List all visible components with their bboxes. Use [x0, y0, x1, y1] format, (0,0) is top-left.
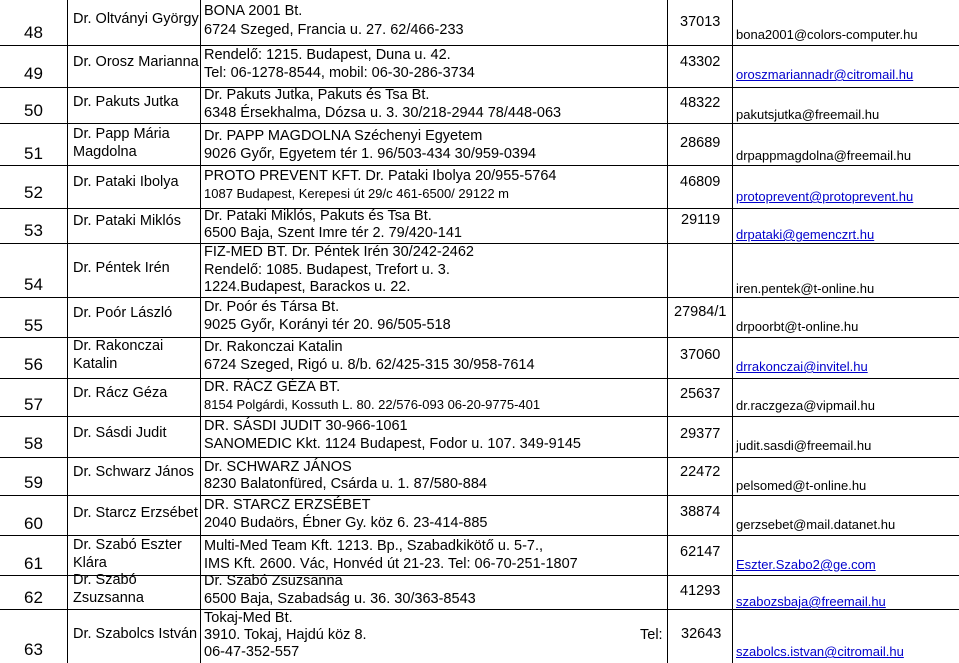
person-name: Dr. Szabó Eszter [73, 537, 182, 553]
zip-code: 48322 [680, 95, 721, 111]
company-line: 6500 Baja, Szabadság u. 36. 30/363-8543 [204, 591, 476, 607]
email: drpappmagdolna@freemail.hu [736, 148, 912, 163]
email-link[interactable]: Eszter.Szabo2@ge.com [736, 557, 876, 572]
row-divider [0, 535, 959, 536]
email-link[interactable]: drpataki@gemenczrt.hu [736, 227, 875, 242]
email: dr.raczgeza@vipmail.hu [736, 398, 875, 413]
company-line: 1224.Budapest, Barackos u. 22. [204, 279, 411, 295]
zip-code: 46809 [680, 174, 721, 190]
zip-code: 25637 [680, 386, 721, 402]
row-number: 49 [24, 64, 43, 83]
company-line: FIZ-MED BT. Dr. Péntek Irén 30/242-2462 [204, 244, 474, 260]
zip-code: 41293 [680, 583, 721, 599]
row-number: 56 [24, 355, 43, 374]
row-number: 54 [24, 275, 43, 294]
zip-code: 62147 [680, 544, 721, 560]
person-name: Klára [73, 555, 107, 571]
company-line: 9025 Győr, Korányi tér 20. 96/505-518 [204, 317, 451, 333]
company-line: 1087 Budapest, Kerepesi út 29/c 461-6500/ 29122 m [204, 186, 509, 201]
zip-code: 29377 [680, 426, 721, 442]
company-line: Dr. Pataki Miklós, Pakuts és Tsa Bt. [204, 208, 432, 224]
email: judit.sasdi@freemail.hu [736, 438, 872, 453]
company-line: Dr. Rakonczai Katalin [204, 339, 343, 355]
person-name: Dr. Orosz Marianna [73, 54, 199, 70]
company-line: Rendelő: 1085. Budapest, Trefort u. 3. [204, 262, 450, 278]
row-number: 61 [24, 554, 43, 573]
company-line: SANOMEDIC Kkt. 1124 Budapest, Fodor u. 107. 349-9145 [204, 436, 581, 452]
company-line: 6724 Szeged, Francia u. 27. 62/466-233 [204, 22, 464, 38]
row-number: 53 [24, 221, 43, 240]
person-name: Dr. Szabó [73, 572, 137, 588]
company-line: Dr. SCHWARZ JÁNOS [204, 459, 352, 475]
company-line: Dr. Pakuts Jutka, Pakuts és Tsa Bt. [204, 87, 430, 103]
company-line: PROTO PREVENT KFT. Dr. Pataki Ibolya 20/955-5764 [204, 168, 557, 184]
company-line: DR. RÁCZ GÉZA BT. [204, 379, 341, 395]
zip-code: 38874 [680, 504, 721, 520]
company-line: Dr. PAPP MAGDOLNA Széchenyi Egyetem [204, 128, 483, 144]
person-name: Dr. Sásdi Judit [73, 425, 167, 441]
row-divider [0, 243, 959, 244]
company-line: 8154 Polgárdi, Kossuth L. 80. 22/576-093 06-20-9775-401 [204, 397, 541, 412]
person-name: Katalin [73, 356, 118, 372]
row-number: 63 [24, 640, 43, 659]
row-divider [0, 297, 959, 298]
company-line: Rendelő: 1215. Budapest, Duna u. 42. [204, 47, 451, 63]
person-name: Dr. Oltványi György [73, 11, 199, 27]
row-number: 48 [24, 23, 43, 42]
person-name: Dr. Poór László [73, 305, 173, 321]
email-link[interactable]: szabozsbaja@freemail.hu [736, 594, 886, 609]
person-name: Dr. Papp Mária [73, 126, 170, 142]
company-line: 6348 Érsekhalma, Dózsa u. 3. 30/218-2944 78/448-063 [204, 105, 562, 121]
email: pelsomed@t-online.hu [736, 478, 867, 493]
zip-code: 22472 [680, 464, 721, 480]
email: iren.pentek@t-online.hu [736, 281, 875, 296]
company-line: 06-47-352-557 [204, 644, 300, 660]
company-line: IMS Kft. 2600. Vác, Honvéd út 21-23. Tel: 06-70-251-1807 [204, 556, 578, 572]
col-divider-1 [67, 0, 68, 663]
col-divider-2 [200, 0, 201, 663]
row-divider [0, 45, 959, 46]
person-name: Dr. Pakuts Jutka [73, 94, 179, 110]
person-name: Dr. Rácz Géza [73, 385, 168, 401]
row-divider [0, 165, 959, 166]
company-line: 6500 Baja, Szent Imre tér 2. 79/420-141 [204, 225, 462, 241]
row-divider [0, 208, 959, 209]
row-divider [0, 495, 959, 496]
row-number: 57 [24, 395, 43, 414]
row-number: 62 [24, 588, 43, 607]
company-line: Tel: 06-1278-8544, mobil: 06-30-286-3734 [204, 65, 475, 81]
company-line: 6724 Szeged, Rigó u. 8/b. 62/425-315 30/958-7614 [204, 357, 535, 373]
row-divider [0, 457, 959, 458]
email-link[interactable]: szabolcs.istvan@citromail.hu [736, 644, 904, 659]
person-name: Dr. Schwarz János [73, 464, 194, 480]
row-number: 55 [24, 316, 43, 335]
row-number: 60 [24, 514, 43, 533]
email: bona2001@colors-computer.hu [736, 27, 918, 42]
company-line: BONA 2001 Bt. [204, 3, 303, 19]
person-name: Magdolna [73, 144, 137, 160]
col-divider-4 [732, 0, 733, 663]
person-name: Dr. Starcz Erzsébet [73, 505, 198, 521]
company-line: 2040 Budaörs, Ébner Gy. köz 6. 23-414-885 [204, 515, 488, 531]
email: gerzsebet@mail.datanet.hu [736, 517, 896, 532]
company-line: Multi-Med Team Kft. 1213. Bp., Szabadkikötő u. 5-7., [204, 538, 544, 554]
zip-code: 28689 [680, 135, 721, 151]
row-number: 52 [24, 183, 43, 202]
zip-code: 37060 [680, 347, 721, 363]
tel-label: Tel: [640, 627, 663, 643]
row-divider [0, 123, 959, 124]
row-divider [0, 378, 959, 379]
zip-code: 32643 [681, 626, 722, 642]
email-link[interactable]: oroszmariannadr@citromail.hu [736, 67, 914, 82]
row-divider [0, 416, 959, 417]
company-line: 9026 Győr, Egyetem tér 1. 96/503-434 30/959-0394 [204, 146, 537, 162]
email: drpoorbt@t-online.hu [736, 319, 859, 334]
row-number: 59 [24, 473, 43, 492]
zip-code: 29119 [681, 212, 721, 228]
row-number: 58 [24, 434, 43, 453]
company-line: 8230 Balatonfüred, Csárda u. 1. 87/580-884 [204, 476, 487, 492]
email-link[interactable]: protoprevent@protoprevent.hu [736, 189, 914, 204]
company-line: Dr. Poór és Társa Bt. [204, 299, 340, 315]
zip-code: 27984/1 [674, 304, 727, 320]
person-name: Dr. Pataki Ibolya [73, 174, 179, 190]
company-line: Dr. Szabó Zsuzsanna [204, 573, 343, 589]
col-divider-3 [667, 0, 668, 663]
row-number: 51 [24, 144, 43, 163]
row-divider [0, 609, 959, 610]
person-name: Dr. Rakonczai [73, 338, 164, 354]
email-link[interactable]: drrakonczai@invitel.hu [736, 359, 868, 374]
zip-code: 43302 [680, 54, 721, 70]
company-line: DR. SÁSDI JUDIT 30-966-1061 [204, 418, 408, 434]
company-line: Tokaj-Med Bt. [204, 610, 293, 626]
company-line: 3910. Tokaj, Hajdú köz 8. [204, 627, 367, 643]
person-name: Zsuzsanna [73, 590, 144, 606]
zip-code: 37013 [680, 14, 721, 30]
row-divider [0, 87, 959, 88]
company-line: DR. STARCZ ERZSÉBET [204, 497, 371, 513]
person-name: Dr. Szabolcs István [73, 626, 198, 642]
email: pakutsjutka@freemail.hu [736, 107, 880, 122]
person-name: Dr. Pataki Miklós [73, 213, 181, 229]
row-number: 50 [24, 101, 43, 120]
row-divider [0, 575, 959, 576]
person-name: Dr. Péntek Irén [73, 260, 170, 276]
